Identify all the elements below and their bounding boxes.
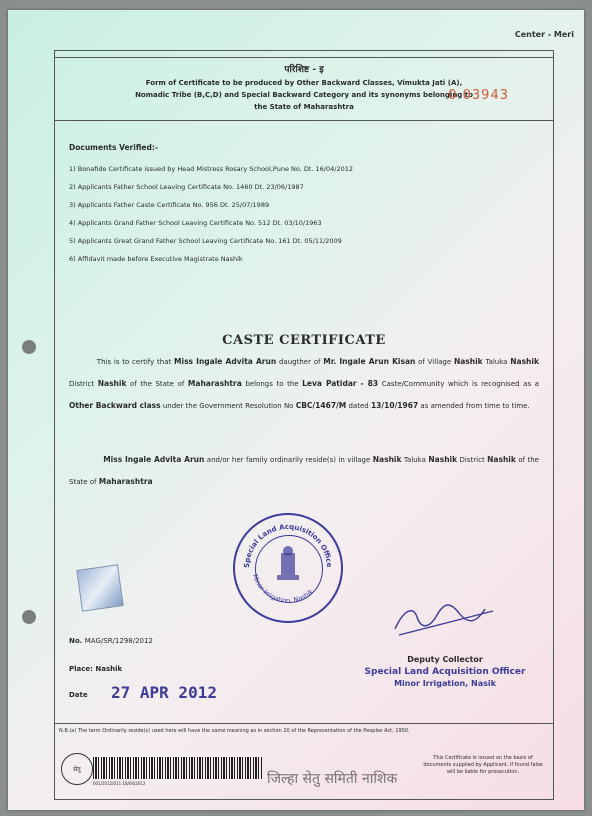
seal-outer-text: Special Land Acquisition Office [242,522,334,569]
footer-note: N.B.(a) The term Ordinarily reside(s) used here will have the same meaning as in section 20 of the Representation of the Peoples Act, 1950. [55,723,553,738]
setu-committee-text: जिल्हा सेतु समिती नाशिक [267,771,398,787]
document-item: 5) Applicants Great Grand Father School Leaving Certificate No. 161 Dt. 05/11/2009 [69,237,342,245]
appendix-label: परिशिष्ट - इ [284,65,324,75]
reference-number: No. MAG/SR/1298/2012 [69,637,153,645]
barcode [93,757,263,779]
date-label: Date [69,691,88,699]
barcode-text: 001/2012/011 18/04/2012 [93,781,146,786]
document-item: 4) Applicants Grand Father School Leaving Certificate No. 512 Dt. 03/10/1963 [69,219,322,227]
certificate-sheet [8,10,584,810]
setu-logo: सेतु [61,753,93,785]
document-item: 3) Applicants Father Caste Certificate No. 956 Dt. 25/07/1989 [69,201,270,209]
certificate-title: CASTE CERTIFICATE [222,333,386,348]
place: Place: Nashik [69,665,123,673]
certificate-paragraph-2: Miss Ingale Advita Arun and/or her family ordinarily reside(s) in village Nashik Taluka Nashik District Nashik of the State of Maharashtra [69,455,539,486]
punch-hole [22,340,36,354]
seal-inner-ring [255,535,323,603]
header-box [55,57,553,121]
document-item: 6) Affidavit made before Executive Magistrate Nashik [69,255,243,263]
certificate-paragraph-1: This is to certify that Miss Ingale Advita Arun daugther of Mr. Ingale Arun Kisan of Village Nashik Taluka Nashik District Nashik of the State of Maharashtra belongs to the Leva Patidar - 83 Caste/Community which is recognised as a Other Backward class under the Government Resolution No CBC/1467/M dated 13/10/1967 as amended from time to time. [69,357,539,410]
seal-inner-text: Minor Irrigation, Nashik [250,573,315,605]
designation-office: Special Land Acquisition Officer [364,667,526,677]
punch-hole [22,610,36,624]
signature [389,591,499,641]
certificate-frame [54,50,554,800]
date-stamp: 27 APR 2012 [111,683,217,702]
form-title-line: Nomadic Tribe (B,C,D) and Special Backward Category and its synonyms belonging to [135,91,473,99]
serial-number: 0 03943 [448,88,509,103]
form-title-line: Form of Certificate to be produced by Other Backward Classes, Vimukta Jati (A), [145,79,463,87]
document-item: 1) Bonafide Certificate issued by Head Mistress Rosary School,Pune No. Dt. 16/04/2012 [69,165,354,173]
form-title-line: the State of Maharashtra [254,103,354,111]
designation-dept: Minor Irrigation, Nasik [394,679,496,688]
hologram-sticker [76,564,123,611]
document-item: 2) Applicants Father School Leaving Certificate No. 1460 Dt. 23/06/1987 [69,183,304,191]
disclaimer-note: This Certificate is issued on the basis of documents supplied by Applicant. If found false will be liable for prosecution. [423,755,543,775]
documents-heading: Documents Verified:- [69,143,158,152]
official-seal [233,513,343,623]
designation-title: Deputy Collector [407,655,483,664]
center-label: Center - Meri [514,30,574,39]
documents-list [69,163,353,271]
